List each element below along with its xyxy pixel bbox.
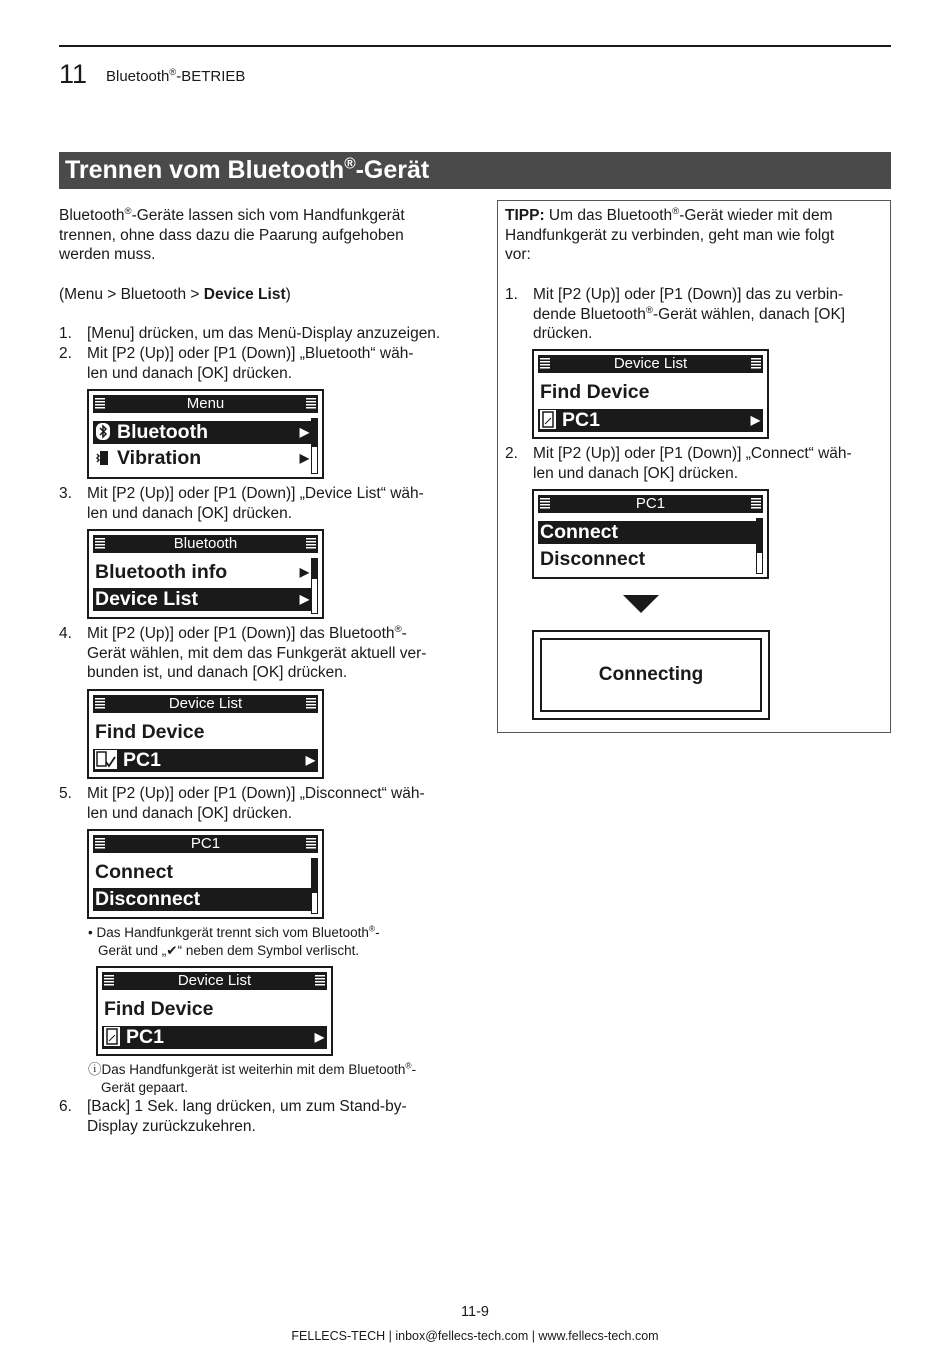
header-rule bbox=[59, 45, 891, 47]
chapter-title: Bluetooth®-BETRIEB bbox=[106, 67, 246, 85]
lcd-row-pc1[interactable]: PC1 ▶ bbox=[93, 749, 318, 772]
lcd-row-connect[interactable]: Connect bbox=[538, 521, 757, 544]
lcd-row-device-list[interactable]: Device List ▶ bbox=[93, 588, 312, 611]
lcd-row-pc1[interactable]: PC1 ▶ bbox=[102, 1026, 327, 1049]
lcd-header: Device List bbox=[93, 695, 318, 713]
lcd-scrollbar bbox=[311, 558, 318, 614]
lcd-tip-pc1-connect-screen bbox=[532, 489, 769, 579]
pc-icon bbox=[540, 410, 556, 429]
lcd-scrollbar bbox=[311, 858, 318, 914]
chapter-number: 11 bbox=[59, 59, 88, 89]
page-number: 11-9 bbox=[461, 1304, 489, 1320]
lcd-row-connect[interactable]: Connect bbox=[95, 861, 173, 883]
lcd-header: Menu bbox=[93, 395, 318, 413]
vibration-icon bbox=[95, 448, 111, 467]
lcd-row-disconnect[interactable]: Disconnect bbox=[93, 888, 312, 911]
lcd-header: PC1 bbox=[538, 495, 763, 513]
tip-intro: TIPP: Um das Bluetooth®-Gerät wieder mit dem Handfunkgerät zu verbinden, geht man wie folgt vor: bbox=[505, 205, 835, 263]
lcd-menu-screen bbox=[87, 389, 324, 479]
lcd-row-disconnect[interactable]: Disconnect bbox=[540, 548, 646, 570]
lcd-bluetooth-screen bbox=[87, 529, 324, 619]
note-disconnected: • Das Handfunkgerät trennt sich vom Bluetooth®- Gerät und „✔“ neben dem Symbol verlischt. bbox=[88, 923, 380, 958]
lcd-row-bluetooth[interactable]: Bluetooth ▶ bbox=[93, 421, 312, 444]
lcd-row-vibration[interactable]: Vibration ▶ bbox=[93, 447, 312, 470]
bluetooth-icon bbox=[95, 422, 111, 441]
lcd-tip-device-list-screen bbox=[532, 349, 769, 439]
footer-contact: FELLECS-TECH | inbox@fellecs-tech.com | www.fellecs-tech.com bbox=[291, 1329, 659, 1343]
menu-path: (Menu > Bluetooth > Device List) bbox=[59, 286, 291, 303]
lcd-row-bluetooth-info[interactable]: Bluetooth info ▶ bbox=[95, 561, 309, 583]
note-still-paired: ⓘDas Handfunkgerät ist weiterhin mit dem Bluetooth®- Gerät gepaart. bbox=[88, 1060, 417, 1095]
pc-connected-icon bbox=[95, 750, 117, 769]
info-icon: ⓘ bbox=[88, 1062, 102, 1077]
lcd-row-find-device[interactable]: Find Device bbox=[95, 721, 205, 743]
lcd-pc1-disconnect-screen bbox=[87, 829, 324, 919]
lcd-device-list-disconnected-screen bbox=[96, 966, 333, 1056]
lcd-header: PC1 bbox=[93, 835, 318, 853]
lcd-device-list-screen bbox=[87, 689, 324, 779]
pc-icon bbox=[104, 1027, 120, 1046]
intro-paragraph: Bluetooth®-Geräte lassen sich vom Handfunkgerät trennen, ohne dass dazu die Paarung aufgehoben werden muss. bbox=[59, 205, 405, 263]
lcd-row-pc1[interactable]: PC1 ▶ bbox=[538, 409, 763, 432]
down-arrow-icon bbox=[623, 595, 659, 613]
lcd-scrollbar bbox=[311, 418, 318, 474]
section-title: Trennen vom Bluetooth®-Gerät bbox=[59, 152, 891, 189]
lcd-row-find-device[interactable]: Find Device bbox=[104, 998, 214, 1020]
lcd-header: Device List bbox=[102, 972, 327, 990]
connecting-message: Connecting bbox=[540, 638, 762, 712]
lcd-header: Device List bbox=[538, 355, 763, 373]
lcd-scrollbar bbox=[756, 518, 763, 574]
lcd-row-find-device[interactable]: Find Device bbox=[540, 381, 650, 403]
lcd-header: Bluetooth bbox=[93, 535, 318, 553]
